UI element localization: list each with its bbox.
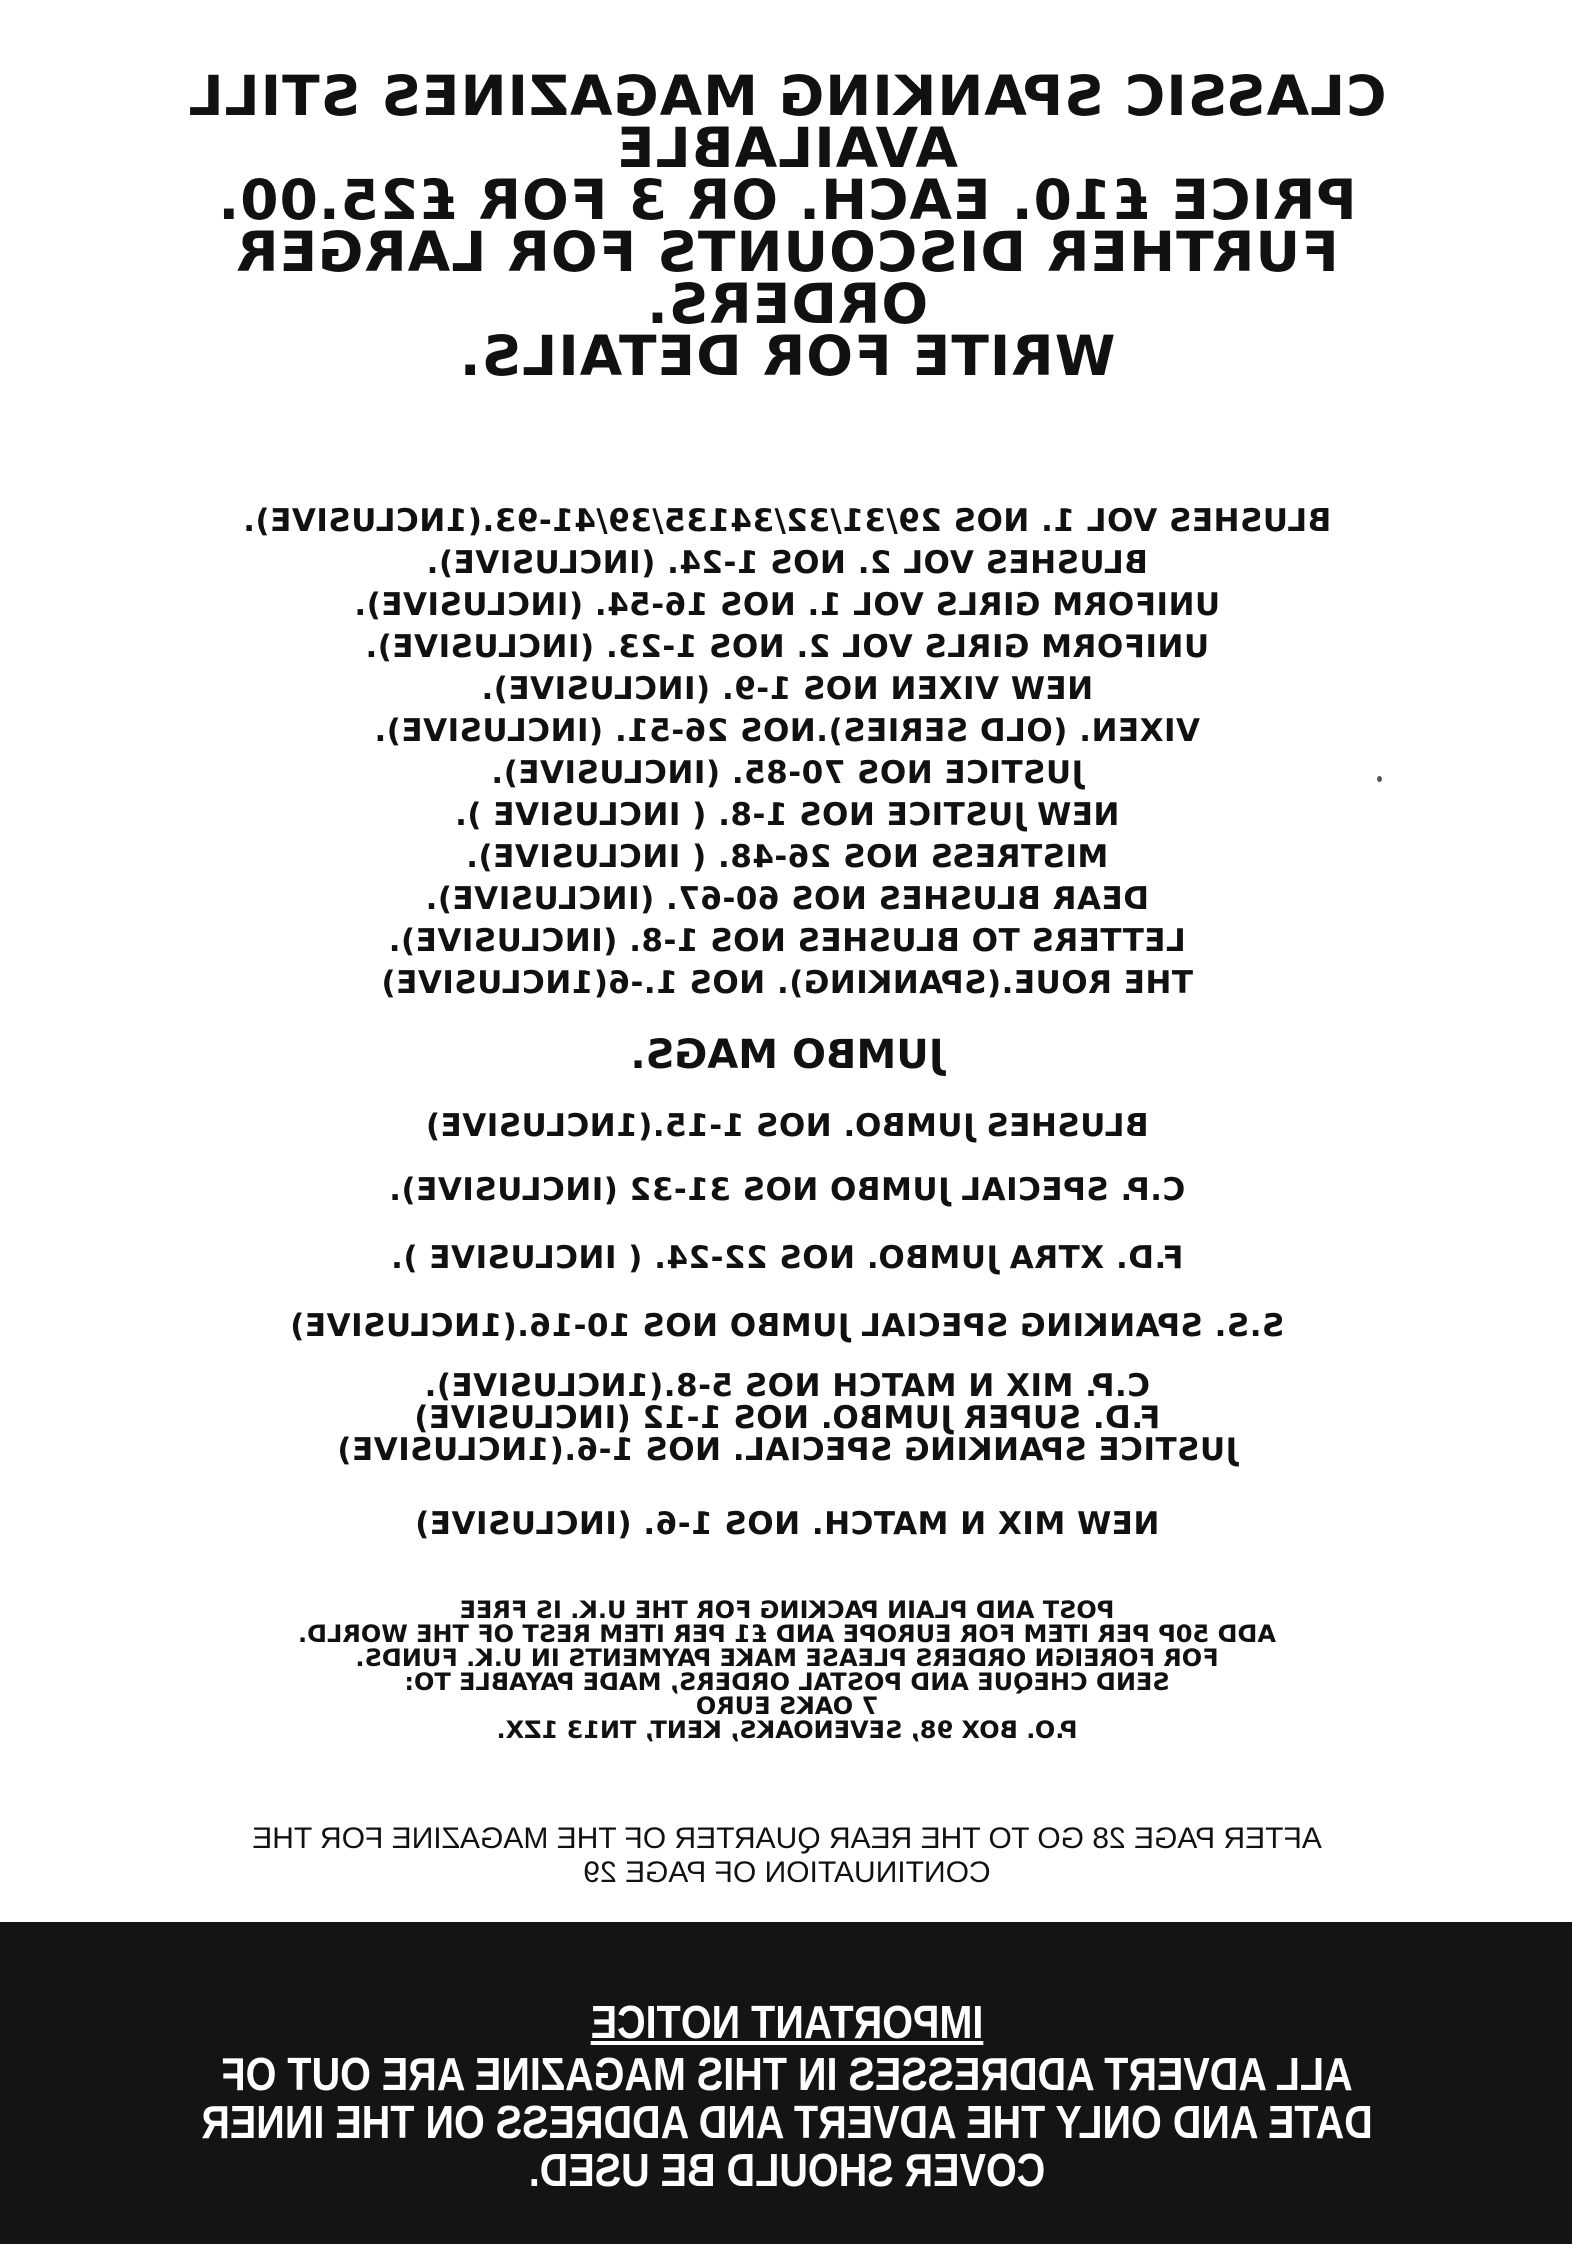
list-item: LETTERS TO BLUSHES NOS 1-8. (INCLUSIVE). xyxy=(388,923,1186,959)
jumbo-item: C.P. SPECIAL JUMBO NOS 31-32 (INCLUSIVE). xyxy=(388,1172,1186,1208)
headline xyxy=(152,64,1422,388)
postage-line: FOR FOREIGN ORDERS PLEASE MAKE PAYMENTS IN U.K. FUNDS. xyxy=(355,1644,1219,1672)
list-item: MISTRESS NOS 26-48. ( INCLUSIVE). xyxy=(465,839,1109,875)
list-item: JUSTICE NOS 70-85. (INCLUSIVE). xyxy=(490,755,1084,791)
jumbo-group-item: JUSTICE SPANKING SPECIAL. NOS 1-6.(1NCLUSIVE) xyxy=(336,1432,1238,1468)
notice-content xyxy=(164,1998,1411,2194)
scan-speck xyxy=(1377,776,1382,782)
continuation-line: CONTINUATION OF PAGE 29 xyxy=(583,1856,991,1889)
headline-line: PRICE £10. EACH. OR 3 FOR £25.00. xyxy=(217,168,1357,232)
list-item: NEW VIXEN NOS 1-9. (INCLUSIVE). xyxy=(480,671,1094,707)
notice-line: COVER SHOULD BE USED. xyxy=(528,2144,1046,2196)
list-item: VIXEN. (OLD SERIES).NOS 26-51. (INCLUSIVE). xyxy=(373,713,1201,749)
list-item: UNIFORM GIRLS VOL 2. NOS 1-23. (INCLUSIVE). xyxy=(364,629,1210,665)
list-item: DEAR BLUSHES NOS 60-67. (INCLUSIVE). xyxy=(425,881,1149,917)
postage-line: SEND CHEQUE AND POSTAL ORDERS, MADE PAYABLE TO: xyxy=(404,1668,1170,1696)
list-item: NEW JUSTICE NOS 1-8. ( INCLUSIVE ). xyxy=(454,797,1120,833)
jumbo-group-item: F.D. SUPER JUMBO. NOS 1-12 (INCLUSIVE) xyxy=(413,1400,1161,1436)
list-item: BLUSHES VOL 1. NOS 29/31/32/34135/39/41-93.(1NCLUSIVE). xyxy=(242,503,1332,539)
magazine-list xyxy=(152,500,1422,1004)
headline-line: ORDERS. xyxy=(645,272,929,336)
postage-line: ADD 50P PER ITEM FOR EUROPE AND £1 PER ITEM REST OF THE WORLD. xyxy=(298,1620,1276,1648)
notice-line: ALL ADVERT ADDRESSES IN THIS MAGAZINE ARE OUT OF xyxy=(221,2048,1353,2100)
headline-line: WRITE FOR DETAILS. xyxy=(458,324,1116,388)
notice-title: IMPORTANT NOTICE xyxy=(590,1996,984,2048)
jumbo-item: S.S. SPANKING SPECIAL JUMBO NOS 10-16.(1NCLUSIVE) xyxy=(289,1308,1285,1344)
jumbo-item-last: NEW MIX N MATCH. NOS 1-6. (INCLUSIVE) xyxy=(414,1506,1160,1542)
postage-line: 7 OAKS EURO xyxy=(695,1692,879,1720)
headline-line: CLASSIC SPANKING MAGAZINES STILL xyxy=(187,64,1387,128)
jumbo-item: F.D. XTRA JUMBO. NOS 22-24. ( INCLUSIVE ). xyxy=(390,1240,1184,1276)
continuation-note xyxy=(62,1822,1512,1890)
notice-box xyxy=(0,1922,1572,2244)
postage-info xyxy=(152,1598,1422,1742)
notice-line: DATE AND ONLY THE ADVERT AND ADDRESS ON THE INNER xyxy=(201,2096,1373,2148)
jumbo-heading: JUMBO MAGS. xyxy=(630,1032,944,1078)
continuation-line: AFTER PAGE 28 GO TO THE REAR QUARTER OF THE MAGAZINE FOR THE xyxy=(252,1822,1322,1855)
jumbo-item: BLUSHES JUMBO. NOS 1-15.(1NCLUSIVE) xyxy=(425,1108,1149,1144)
postage-line: POST AND PLAIN PACKING FOR THE U.K. IS FREE xyxy=(459,1596,1115,1624)
jumbo-group xyxy=(152,1370,1422,1466)
headline-line: FURTHER DISCOUNTS FOR LARGER xyxy=(235,220,1339,284)
list-item: UNIFORM GIRLS VOL 1. NOS 16-54. (INCLUSIVE). xyxy=(353,587,1221,623)
list-item: THE ROUE.(SPANKING). NOS 1.-6(1NCLUSIVE) xyxy=(380,965,1194,1001)
headline-line: AVAILABLE xyxy=(616,116,958,180)
list-item: BLUSHES VOL 2. NOS 1-24. (INCLUSIVE). xyxy=(426,545,1148,581)
jumbo-group-item: C.P. MIX N MATCH NOS 5-8.(1NCLUSIVE). xyxy=(424,1368,1150,1404)
postage-line: P.O. BOX 98, SEVENOAKS, KENT, TN13 1ZX. xyxy=(496,1716,1078,1744)
